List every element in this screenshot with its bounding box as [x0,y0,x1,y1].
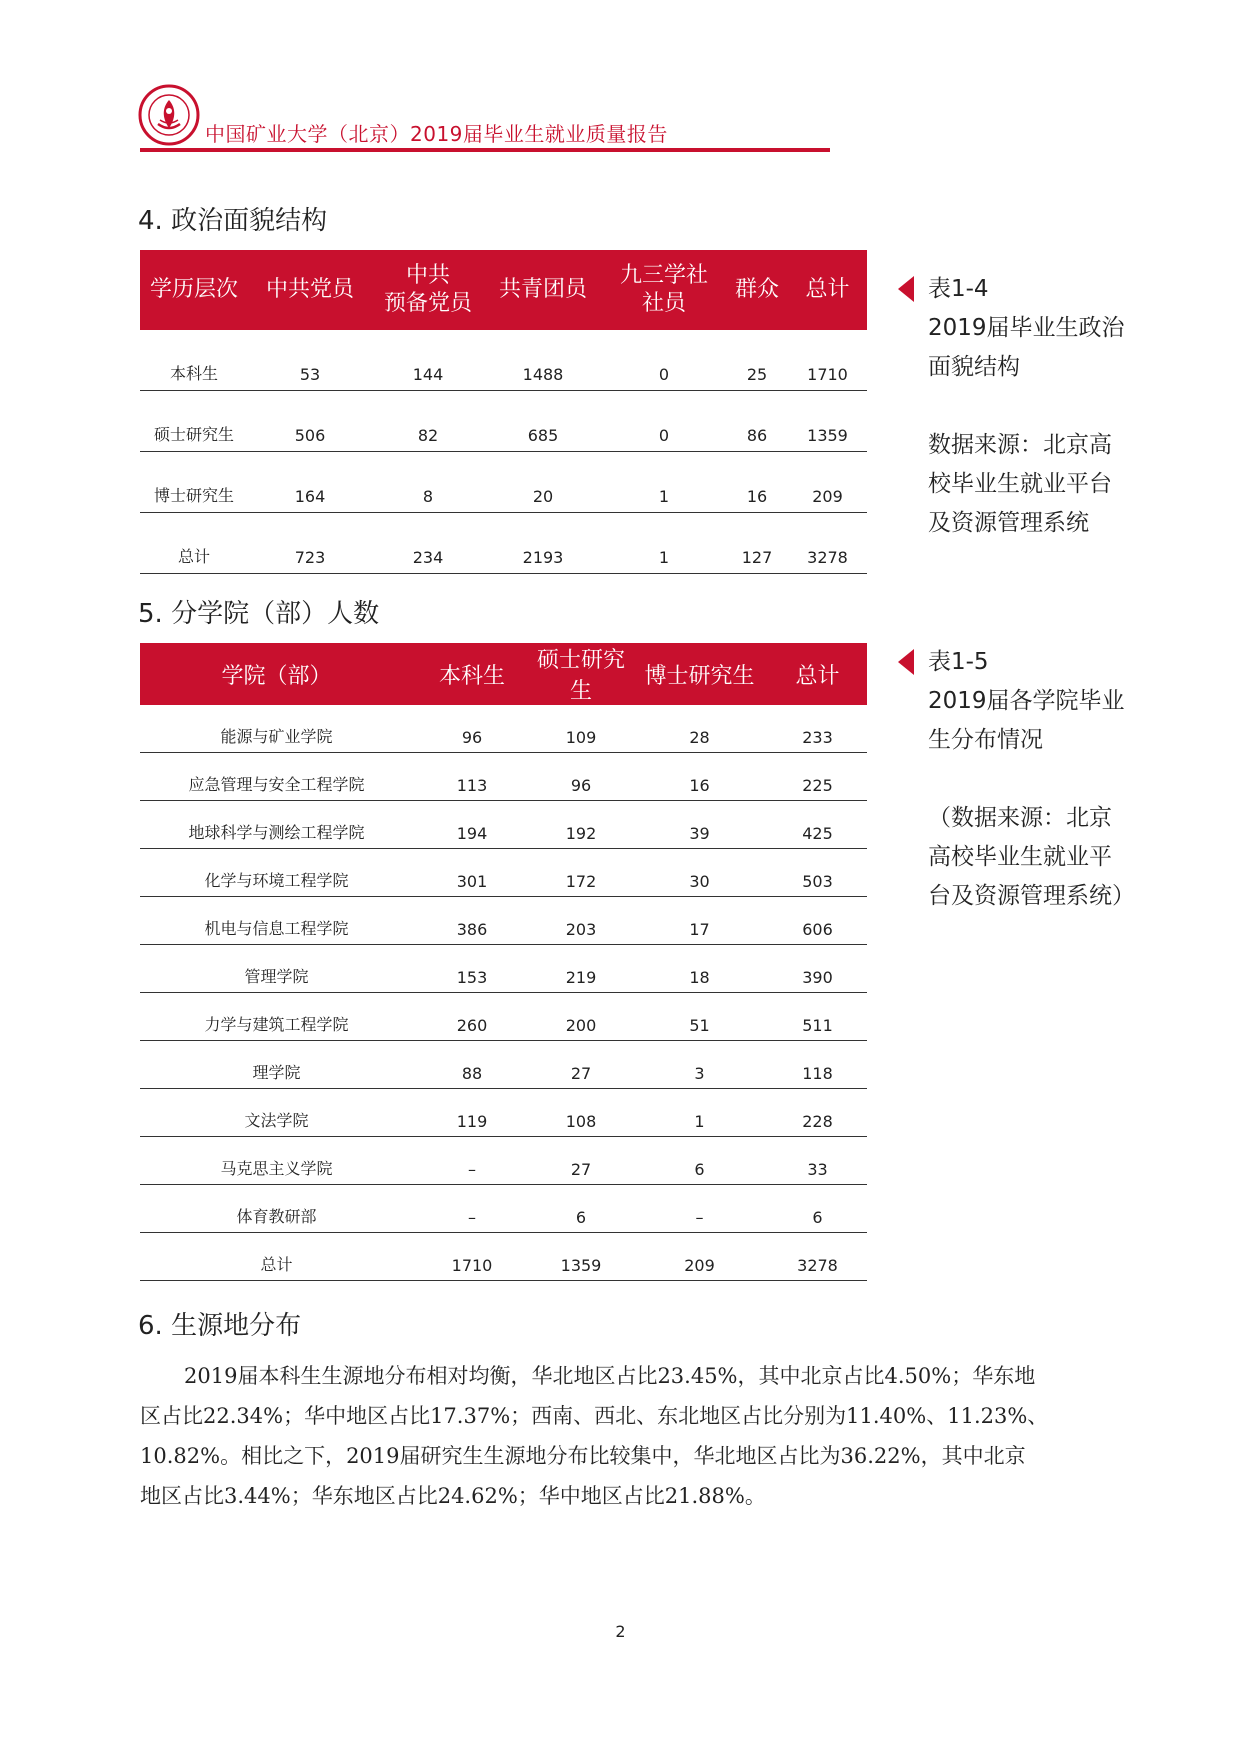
table-cell: – [631,1185,768,1233]
table-cell: 1 [631,1089,768,1137]
table-row [140,801,867,849]
table-row [140,452,867,513]
table-cell: 8 [372,452,484,513]
caption-line: 面貌结构 [928,354,1020,380]
table-row [140,1089,867,1137]
table-cell: 16 [631,753,768,801]
caption-line: 2019届毕业生政治 [928,315,1125,341]
caption-marker-icon [898,649,914,675]
table-cell: 203 [531,897,631,945]
table-cell: 108 [531,1089,631,1137]
table-row [140,1041,867,1089]
row-label: 文法学院 [140,1089,413,1137]
table-cell: 1710 [413,1233,531,1281]
row-label: 力学与建筑工程学院 [140,993,413,1041]
column-header-line: 中共 [405,263,450,288]
caption-line: 台及资源管理系统） [928,883,1135,909]
row-label: 地球科学与测绘工程学院 [140,801,413,849]
table-cell: 27 [531,1137,631,1185]
table-cell: 6 [531,1185,631,1233]
table-row [140,1185,867,1233]
table-cell: 225 [768,753,867,801]
column-header-line: 群众 [734,277,779,302]
row-label: 硕士研究生 [140,391,248,452]
table-cell: 153 [413,945,531,993]
table-row [140,993,867,1041]
table-cell: 172 [531,849,631,897]
caption-line: 生分布情况 [928,727,1043,753]
table-cell: 144 [372,330,484,391]
column-header [248,250,372,330]
table-row [140,391,867,452]
political-status-table [140,250,867,574]
column-header [372,250,484,330]
table-cell: 127 [726,513,788,574]
table-row [140,897,867,945]
table-cell: 96 [413,705,531,753]
table-cell: 18 [631,945,768,993]
caption-line: 表1-5 [928,649,989,675]
column-header-line: 预备党员 [383,291,472,316]
section6-title: 6. 生源地分布 [138,1311,302,1341]
row-label: 总计 [140,513,248,574]
column-header: 本科生 [413,643,531,705]
table-cell: 33 [768,1137,867,1185]
table-row [140,705,867,753]
table-cell: 209 [631,1233,768,1281]
column-header [726,250,788,330]
table-cell: 194 [413,801,531,849]
table-cell: 685 [484,391,602,452]
table-cell: 82 [372,391,484,452]
paragraph-line: 2019届本科生生源地分布相对均衡，华北地区占比23.45%，其中北京占比4.50%；华东地 [184,1364,1036,1388]
college-count-table [140,643,867,1281]
table-cell: 301 [413,849,531,897]
table-cell: 39 [631,801,768,849]
table-cell: 53 [248,330,372,391]
caption-line: 及资源管理系统 [928,510,1089,536]
report-header-title: 中国矿业大学（北京）2019届毕业生就业质量报告 [205,122,668,146]
caption-line: 表1-4 [928,276,989,302]
table-cell: 6 [768,1185,867,1233]
caption-line: （数据来源：北京 [928,805,1112,831]
table-cell: 109 [531,705,631,753]
table-cell: 96 [531,753,631,801]
table-cell: 228 [768,1089,867,1137]
table-cell: 6 [631,1137,768,1185]
table-cell: 1710 [788,330,867,391]
row-label: 总计 [140,1233,413,1281]
column-header: 硕士研究生 [531,643,631,705]
table-cell: 219 [531,945,631,993]
table-row [140,945,867,993]
table-cell: 723 [248,513,372,574]
column-header-line: 社员 [641,291,686,316]
table-cell: 192 [531,801,631,849]
table-cell: 390 [768,945,867,993]
column-header-line: 中共党员 [265,277,354,302]
paragraph-line: 地区占比3.44%；华东地区占比24.62%；华中地区占比21.88%。 [140,1484,766,1508]
table-cell: 3 [631,1041,768,1089]
source-distribution-paragraph [140,1356,1100,1516]
page-number: 2 [615,1622,626,1641]
table-cell: 17 [631,897,768,945]
table-cell: – [413,1185,531,1233]
caption-line [928,760,1135,799]
caption-marker-icon [898,276,914,302]
table-cell: 20 [484,452,602,513]
table-cell: 113 [413,753,531,801]
table-cell: 164 [248,452,372,513]
row-label: 马克思主义学院 [140,1137,413,1185]
column-header: 博士研究生 [631,643,768,705]
table-row [140,513,867,574]
table-cell: 119 [413,1089,531,1137]
table-cell: 88 [413,1041,531,1089]
table-cell: – [413,1137,531,1185]
column-header-line: 学历层次 [149,277,238,302]
table-cell: 2193 [484,513,602,574]
table-row [140,753,867,801]
table-cell: 51 [631,993,768,1041]
row-label: 机电与信息工程学院 [140,897,413,945]
table-cell: 3278 [788,513,867,574]
table-cell: 3278 [768,1233,867,1281]
row-label: 理学院 [140,1041,413,1089]
table-cell: 27 [531,1041,631,1089]
caption-line: 校毕业生就业平台 [928,471,1112,497]
row-label: 博士研究生 [140,452,248,513]
column-header: 总计 [768,643,867,705]
column-header [140,250,248,330]
column-header [788,250,867,330]
table-cell: 606 [768,897,867,945]
table-cell: 118 [768,1041,867,1089]
table-cell: 0 [602,330,726,391]
table-cell: 1488 [484,330,602,391]
table-cell: 28 [631,705,768,753]
table-cell: 86 [726,391,788,452]
row-label: 体育教研部 [140,1185,413,1233]
table-row [140,330,867,391]
university-logo [138,84,200,146]
table-cell: 1359 [531,1233,631,1281]
caption-line: 2019届各学院毕业 [928,688,1125,714]
row-label: 能源与矿业学院 [140,705,413,753]
column-header: 学院（部） [140,643,413,705]
table-cell: 506 [248,391,372,452]
table-cell: 260 [413,993,531,1041]
table-cell: 0 [602,391,726,452]
caption-line [928,387,1125,426]
paragraph-line: 区占比22.34%；华中地区占比17.37%；西南、西北、东北地区占比分别为11.40%、11.23%、 [140,1404,1049,1428]
table-row [140,849,867,897]
table-cell: 200 [531,993,631,1041]
column-header-line: 共青团员 [498,277,587,302]
row-label: 管理学院 [140,945,413,993]
paragraph-line: 10.82%。相比之下，2019届研究生生源地分布比较集中，华北地区占比为36.22%，其中北京 [140,1444,1026,1468]
table-cell: 386 [413,897,531,945]
table-row [140,1233,867,1281]
table-cell: 503 [768,849,867,897]
row-label: 本科生 [140,330,248,391]
table-cell: 30 [631,849,768,897]
column-header [484,250,602,330]
table-cell: 25 [726,330,788,391]
table-cell: 1 [602,452,726,513]
caption-line: 数据来源：北京高 [928,432,1112,458]
row-label: 应急管理与安全工程学院 [140,753,413,801]
caption-line: 高校毕业生就业平 [928,844,1112,870]
table-cell: 425 [768,801,867,849]
section5-title: 5. 分学院（部）人数 [138,599,380,629]
column-header-line: 总计 [805,277,850,302]
header-rule [140,148,830,152]
table-cell: 1 [602,513,726,574]
table-cell: 234 [372,513,484,574]
column-header [602,250,726,330]
row-label: 化学与环境工程学院 [140,849,413,897]
table-row [140,1137,867,1185]
table-cell: 233 [768,705,867,753]
table-cell: 1359 [788,391,867,452]
column-header-line: 九三学社 [619,263,708,288]
table-cell: 209 [788,452,867,513]
table-cell: 16 [726,452,788,513]
table-cell: 511 [768,993,867,1041]
section4-title: 4. 政治面貌结构 [138,206,328,236]
